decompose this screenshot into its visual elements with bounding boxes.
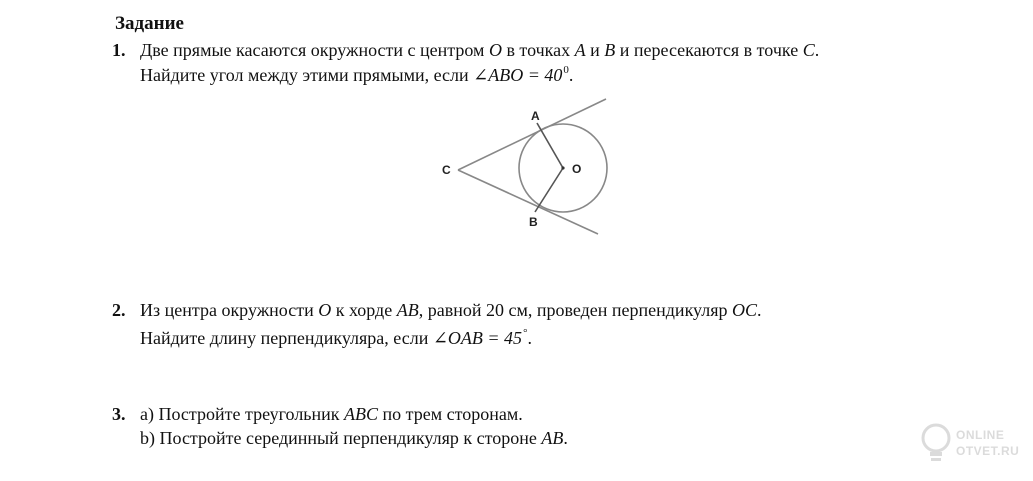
radius-ob xyxy=(535,168,563,212)
math-symbol: C xyxy=(802,40,815,60)
task-1-line-2 xyxy=(140,65,573,86)
degree-superscript: 0 xyxy=(563,64,569,76)
text-fragment: . xyxy=(563,428,568,448)
angle-expression: ∠ABO = 40 xyxy=(473,65,563,85)
assignment-heading: Задание xyxy=(115,13,184,34)
text-fragment: Две прямые касаются окружности с центром xyxy=(140,40,489,60)
watermark-line-2: OTVET.RU xyxy=(956,444,1020,458)
text-fragment: . xyxy=(757,300,762,320)
math-symbol: B xyxy=(604,40,616,60)
angle-expression: ∠OAB = 45 xyxy=(432,328,523,348)
task-2-line-1 xyxy=(140,300,762,321)
text-fragment: . xyxy=(814,40,820,60)
task-3-line-1 xyxy=(140,404,523,425)
tangent-line-cb xyxy=(458,170,598,234)
text-fragment: , равной 20 см, проведен перпендикуляр xyxy=(418,300,733,320)
lightbulb-icon xyxy=(920,420,954,468)
task-2-number: 2. xyxy=(112,300,126,320)
text-fragment: Из центра окружности xyxy=(140,300,319,320)
text-fragment: . xyxy=(527,328,532,348)
math-symbol: AB xyxy=(396,300,419,320)
text-fragment: и пересекаются в точке xyxy=(615,40,803,60)
math-symbol: AB xyxy=(541,428,564,448)
label-c: C xyxy=(442,163,451,177)
label-a: A xyxy=(531,109,540,123)
math-symbol: OC xyxy=(732,300,758,320)
task-2-line-2 xyxy=(140,328,532,349)
math-symbol: ABC xyxy=(344,404,379,424)
degree-superscript: ° xyxy=(523,327,528,339)
center-point xyxy=(561,166,564,169)
math-symbol: O xyxy=(488,40,502,60)
watermark-line-1: ONLINE xyxy=(956,428,1005,442)
text-fragment: . xyxy=(568,65,574,85)
watermark-logo xyxy=(920,420,1020,470)
text-fragment: Найдите угол между этими прямыми, если xyxy=(140,65,474,85)
text-fragment: b) Постройте серединный перпендикуляр к стороне xyxy=(140,428,542,448)
label-b: B xyxy=(529,215,538,229)
tangent-lines-figure xyxy=(430,95,620,240)
math-symbol: A xyxy=(574,40,586,60)
task-3-number: 3. xyxy=(112,404,126,424)
text-fragment: a) Постройте треугольник xyxy=(140,404,345,424)
task-1-number: 1. xyxy=(112,40,126,60)
geometry-diagram xyxy=(430,95,620,240)
text-fragment: к хорде xyxy=(331,300,397,320)
text-fragment: Найдите длину перпендикуляра, если xyxy=(140,328,433,348)
label-o: O xyxy=(572,162,582,176)
math-symbol: O xyxy=(318,300,332,320)
text-fragment: по трем сторонам. xyxy=(378,404,523,424)
task-3-line-2 xyxy=(140,428,568,449)
radius-oa xyxy=(537,123,563,168)
text-fragment: и xyxy=(585,40,605,60)
task-1-line-1 xyxy=(140,40,819,61)
text-fragment: в точках xyxy=(501,40,575,60)
